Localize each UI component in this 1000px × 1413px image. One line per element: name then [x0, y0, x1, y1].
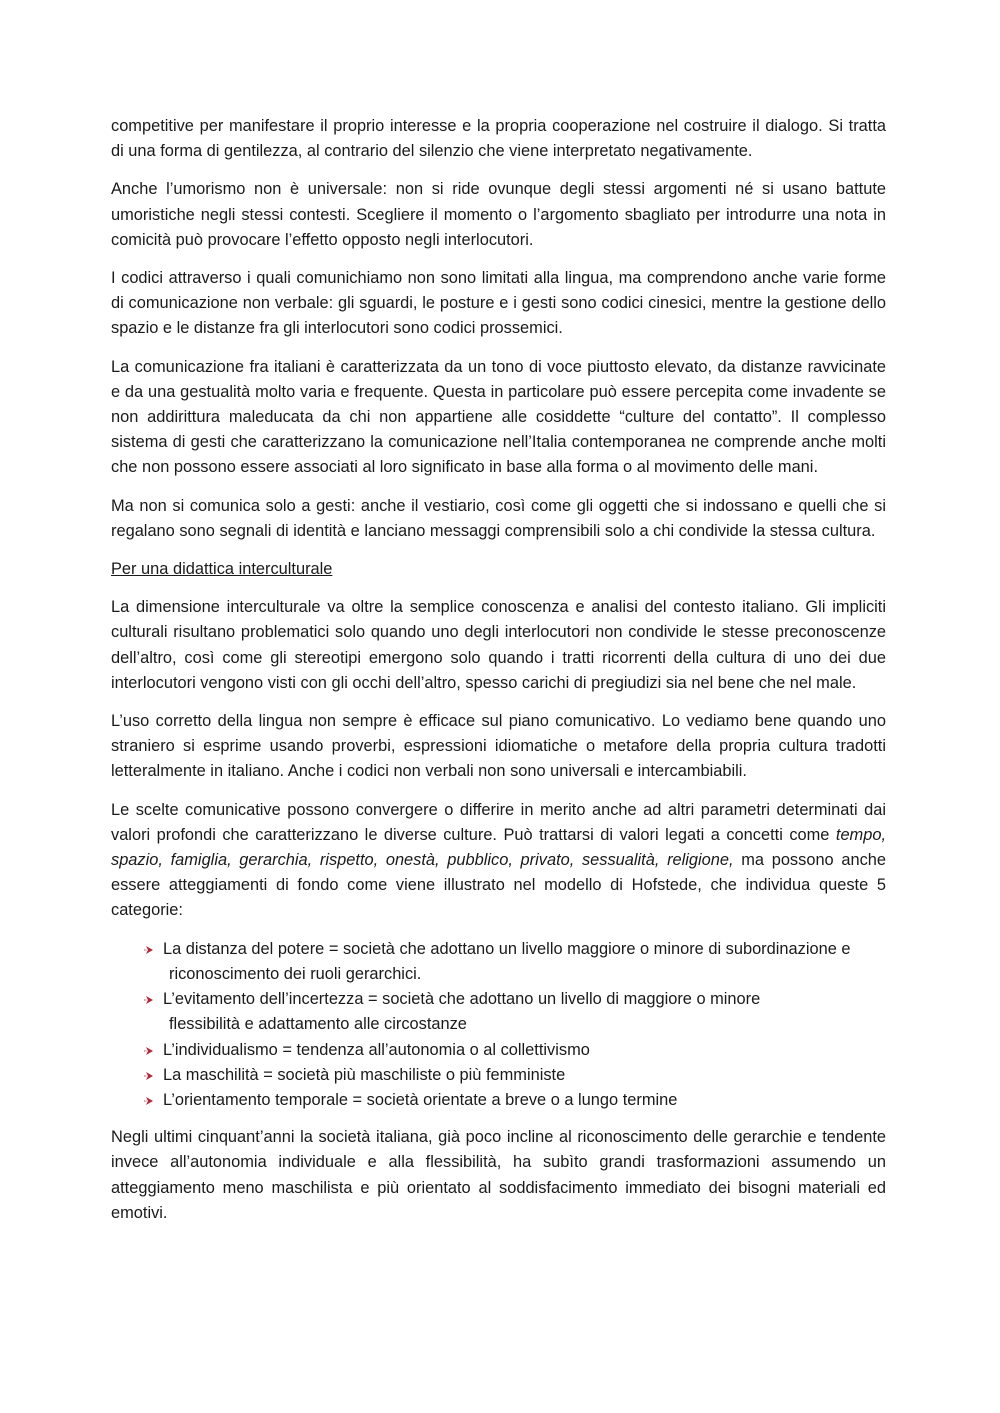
bullet-arrow-icon	[143, 1070, 155, 1082]
values-list-italic: tempo, spazio, famiglia, gerarchia, rispetto, onestà, pubblico, privato, sessualità, religione,	[111, 825, 886, 870]
list-item-text: L’evitamento dell’incertezza = società che adottano un livello di maggiore o minore	[163, 990, 761, 1009]
list-item-text: L’individualismo = tendenza all’autonomia o al collettivismo	[163, 1040, 590, 1059]
values-paragraph-end: ma possono anche essere atteggiamenti di fondo come viene illustrato nel modello di Hofstede, che individua queste 5 categorie:	[111, 851, 886, 920]
values-paragraph-start: Le scelte comunicative possono convergere o differire in merito anche ad altri parametri determinati dai valori profondi che caratterizzano le diverse culture. Può trattarsi di valori legati a concetti come	[111, 800, 886, 844]
bullet-arrow-icon	[143, 1095, 155, 1107]
paragraph-4: La comunicazione fra italiani è caratterizzata da un tono di voce piuttosto elevato, da distanze ravvicinate e da una gestualità molto varia e frequente. Questa in particolare può essere percepita come invadente se non addirittura maleducata da chi non appartiene alle cosiddette “culture del contatto”. Il complesso sistema di gesti che caratterizzano la comunicazione nell’Italia contemporanea ne comprende anche molti che non possono essere associati al loro significato in base alla forma o al movimento delle mani.	[111, 357, 886, 477]
paragraph-3: I codici attraverso i quali comunichiamo non sono limitati alla lingua, ma comprendono anche varie forme di comunicazione non verbale: gli sguardi, le posture e i gesti sono codici cinesici, mentre la gestione dello spazio e le distanze fra gli interlocutori sono codici prossemici.	[111, 269, 886, 338]
paragraph-5: Ma non si comunica solo a gesti: anche il vestiario, così come gli oggetti che si indossano e quelli che si regalano sono segnali di identità e lanciano messaggi comprensibili solo a chi condivide la stessa cultura.	[111, 496, 886, 540]
bullet-arrow-icon	[143, 1045, 155, 1057]
section-paragraph-1: La dimensione interculturale va oltre la semplice conoscenza e analisi del contesto italiano. Gli impliciti culturali risultano problematici solo quando uno degli interlocutori non condivide le stesse preconoscenze dell’altro, così come gli stereotipi emergono solo quando i tratti ricorrenti della cultura di uno dei due interlocutori vengono visti con gli occhi dell’altro, spesso carichi di pregiudizi sia nel bene che nel male.	[111, 598, 886, 692]
list-item-continuation: flessibilità e adattamento alle circostanze	[169, 1015, 467, 1034]
section-paragraph-2: L’uso corretto della lingua non sempre è efficace sul piano comunicativo. Lo vediamo bene quando uno straniero si esprime usando proverbi, espressioni idiomatiche o metafore della propria cultura tradotti letteralmente in italiano. Anche i codici non verbali non sono universali e intercambiabili.	[111, 712, 886, 781]
list-item	[143, 1038, 933, 1063]
bullet-arrow-icon	[143, 944, 155, 956]
section-heading: Per una didattica interculturale	[111, 560, 333, 579]
paragraph-1: competitive per manifestare il proprio interesse e la propria cooperazione nel costruire il dialogo. Si tratta di una forma di gentilezza, al contrario del silenzio che viene interpretato negativamente.	[111, 117, 886, 161]
list-item-continuation: riconoscimento dei ruoli gerarchici.	[169, 964, 422, 983]
list-item-text: La distanza del potere = società che adottano un livello maggiore o minore di subordinazione e	[163, 939, 851, 958]
list-item-text: L’orientamento temporale = società orientate a breve o a lungo termine	[163, 1090, 678, 1109]
list-item	[143, 1088, 933, 1113]
list-item	[143, 987, 933, 1037]
list-item	[143, 937, 933, 987]
list-item	[143, 1063, 933, 1088]
hofstede-categories-list	[111, 937, 933, 1113]
list-item-text: La maschilità = società più maschiliste o più femministe	[163, 1065, 566, 1084]
values-paragraph	[111, 798, 886, 924]
document-page	[111, 114, 886, 1239]
bullet-arrow-icon	[143, 994, 155, 1006]
closing-paragraph: Negli ultimi cinquant’anni la società italiana, già poco incline al riconoscimento delle gerarchie e tendente invece all’autonomia individuale e alla flessibilità, ha subìto grandi trasformazioni assumendo un atteggiamento meno maschilista e più orientato al soddisfacimento immediato dei bisogni materiali ed emotivi.	[111, 1128, 886, 1222]
paragraph-2: Anche l’umorismo non è universale: non si ride ovunque degli stessi argomenti né si usano battute umoristiche negli stessi contesti. Scegliere il momento o l’argomento sbagliato per introdurre una nota in comicità può provocare l’effetto opposto negli interlocutori.	[111, 180, 886, 249]
